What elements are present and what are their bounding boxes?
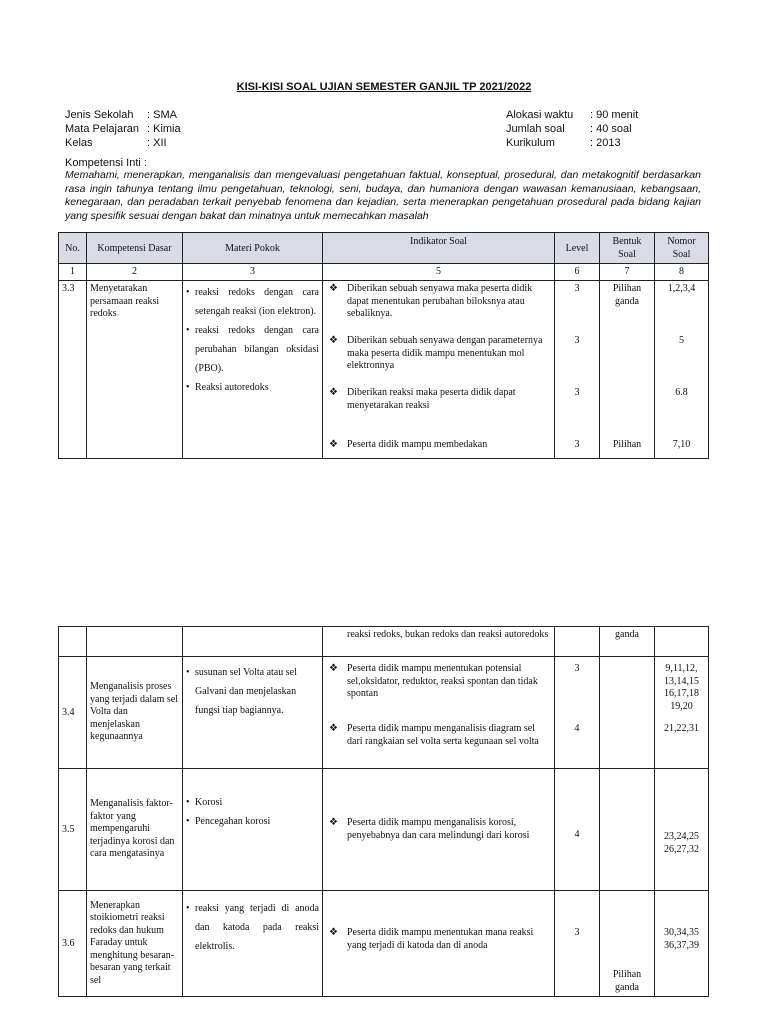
row-kd: Menerapkan stoikiometri reaksi redoks dan hukum Faraday untuk menghitung besaran-besaran yang terkait sel [87, 891, 183, 997]
header-no: No. [59, 233, 87, 264]
row-kd: Menyetarakan persamaan reaksi redoks [87, 281, 183, 459]
materi-item: • Korosi [186, 793, 319, 812]
col-number: 8 [655, 264, 709, 281]
header-bentuk: Bentuk Soal [600, 233, 655, 264]
kisi-table-page1 [58, 232, 709, 459]
header-materi: Materi Pokok [183, 233, 323, 264]
col-number: 1 [59, 264, 87, 281]
ki-text: Memahami, menerapkan, menganalisis dan mengevaluasi pengetahuan faktual, konseptual, prosedural, dan metakognitif berdasarkan rasa ingin tahunya tentang ilmu pengetahuan, teknologi, seni, budaya, dan humaniora dengan wawasan kemanusiaan, kebangsaan, kenegaraan, dan peradaban terkait penyebab fenomena dan kejadian, serta menerapkan pengetahuan prosedural pada bidang kajian yang spesifik sesuai dengan bakat dan minatnya untuk memecahkan masalah [65, 169, 701, 223]
diamond-bullet-icon: ❖ [329, 439, 338, 450]
header-row [59, 233, 709, 264]
diamond-bullet-icon: ❖ [329, 283, 338, 294]
row-no: 3.4 [59, 657, 87, 769]
document-title: KISI-KISI SOAL UJIAN SEMESTER GANJIL TP 2021/2022 [236, 81, 532, 93]
col-number: 3 [183, 264, 323, 281]
table-row [59, 657, 709, 769]
row-nomor: 30,34,35 36,37,39 [655, 891, 709, 997]
row-materi [183, 769, 323, 891]
kisi-table-page2 [58, 626, 709, 997]
materi-item: • reaksi yang terjadi di anoda dan katoda pada reaksi elektrolis. [186, 899, 319, 956]
continued-indicator: reaksi redoks, bukan redoks dan reaksi autoredoks [323, 627, 555, 657]
materi-item: • susunan sel Volta atau sel Galvani dan menjelaskan fungsi tiap bagiannya. [186, 663, 319, 720]
row-bentuk: Pilihan ganda Pilihan [600, 281, 655, 459]
diamond-bullet-icon: ❖ [329, 723, 338, 734]
col-number: 5 [323, 264, 555, 281]
row-materi [183, 891, 323, 997]
col-number: 6 [555, 264, 600, 281]
table-row-continued [59, 627, 709, 657]
table-row [59, 281, 709, 459]
meta-count: Jumlah soal : 40 soal [506, 123, 632, 135]
row-nomor: 23,24,25 26,27,32 [655, 769, 709, 891]
meta-subject: Mata Pelajaran : Kimia [65, 123, 181, 135]
meta-left [65, 108, 181, 150]
row-kd: Menganalisis proses yang terjadi dalam sel Volta dan menjelaskan kegunaannya [87, 657, 183, 769]
row-kd: Menganalisis faktor-faktor yang mempengaruhi terjadinya korosi dan cara mengatasinya [87, 769, 183, 891]
row-indikator [323, 657, 555, 769]
materi-item: • Reaksi autoredoks [186, 378, 319, 397]
row-indikator [323, 891, 555, 997]
indicator-item: ❖ Peserta didik mampu membedakan [329, 439, 488, 450]
row-nomor: 9,11,12, 13,14,15 16,17,18 19,20 21,22,31 [655, 657, 709, 769]
row-indikator [323, 769, 555, 891]
row-no: 3.6 [59, 891, 87, 997]
materi-item: • Pencegahan korosi [186, 812, 319, 831]
meta-class: Kelas : XII [65, 137, 167, 149]
diamond-bullet-icon: ❖ [329, 387, 338, 398]
meta-curriculum: Kurikulum : 2013 [506, 137, 621, 149]
col-number: 7 [600, 264, 655, 281]
indicator-item: ❖ Diberikan reaksi maka peserta didik dapat menyetarakan reaksi [329, 387, 516, 411]
table-row [59, 891, 709, 997]
materi-item: • reaksi redoks dengan cara perubahan bilangan oksidasi (PBO). [186, 321, 319, 378]
header-kd: Kompetensi Dasar [87, 233, 183, 264]
continued-bentuk: ganda [600, 627, 655, 657]
row-no: 3.3 [59, 281, 87, 459]
diamond-bullet-icon: ❖ [329, 335, 338, 346]
indicator-item: ❖ Peserta didik mampu menganalisis korosi, penyebabnya dan cara melindungi dari korosi [329, 817, 530, 841]
meta-school: Jenis Sekolah : SMA [65, 109, 177, 121]
col-number: 2 [87, 264, 183, 281]
row-bentuk: Pilihan ganda [600, 891, 655, 997]
indicator-item: ❖ Peserta didik mampu menganalisis diagram sel dari rangkaian sel volta serta kegunaan sel volta [329, 723, 539, 747]
row-level: 3 3 3 3 [555, 281, 600, 459]
header-indikator: Indikator Soal [323, 233, 555, 264]
indicator-item: ❖ Peserta didik mampu menentukan mana reaksi yang terjadi di katoda dan di anoda [329, 927, 534, 951]
header-level: Level [555, 233, 600, 264]
diamond-bullet-icon: ❖ [329, 817, 338, 828]
materi-item: • reaksi redoks dengan cara setengah reaksi (ion elektron). [186, 283, 319, 321]
indicator-item: ❖ Diberikan sebuah senyawa maka peserta didik dapat menentukan perubahan biloksnya atau sebaliknya. [329, 283, 533, 319]
row-indikator [323, 281, 555, 459]
meta-right [506, 108, 638, 150]
table-row [59, 769, 709, 891]
diamond-bullet-icon: ❖ [329, 927, 338, 938]
row-level: 3 4 [555, 657, 600, 769]
meta-time: Alokasi waktu : 90 menit [506, 109, 639, 121]
indicator-item: ❖ Peserta didik mampu menentukan potensial sel,oksidator, reduktor, reaksi spontan dan tidak spontan [329, 663, 538, 699]
row-materi [183, 281, 323, 459]
row-level: 4 [555, 769, 600, 891]
ki-label: Kompetensi Inti : [65, 157, 147, 169]
row-no: 3.5 [59, 769, 87, 891]
row-level: 3 [555, 891, 600, 997]
row-nomor: 1,2,3,4 5 6.8 7,10 [655, 281, 709, 459]
row-materi [183, 657, 323, 769]
column-number-row [59, 264, 709, 281]
indicator-item: ❖ Diberikan sebuah senyawa dengan parameternya maka peserta didik mampu menentukan mol elektronnya [329, 335, 543, 371]
diamond-bullet-icon: ❖ [329, 663, 338, 674]
header-nomor: Nomor Soal [655, 233, 709, 264]
